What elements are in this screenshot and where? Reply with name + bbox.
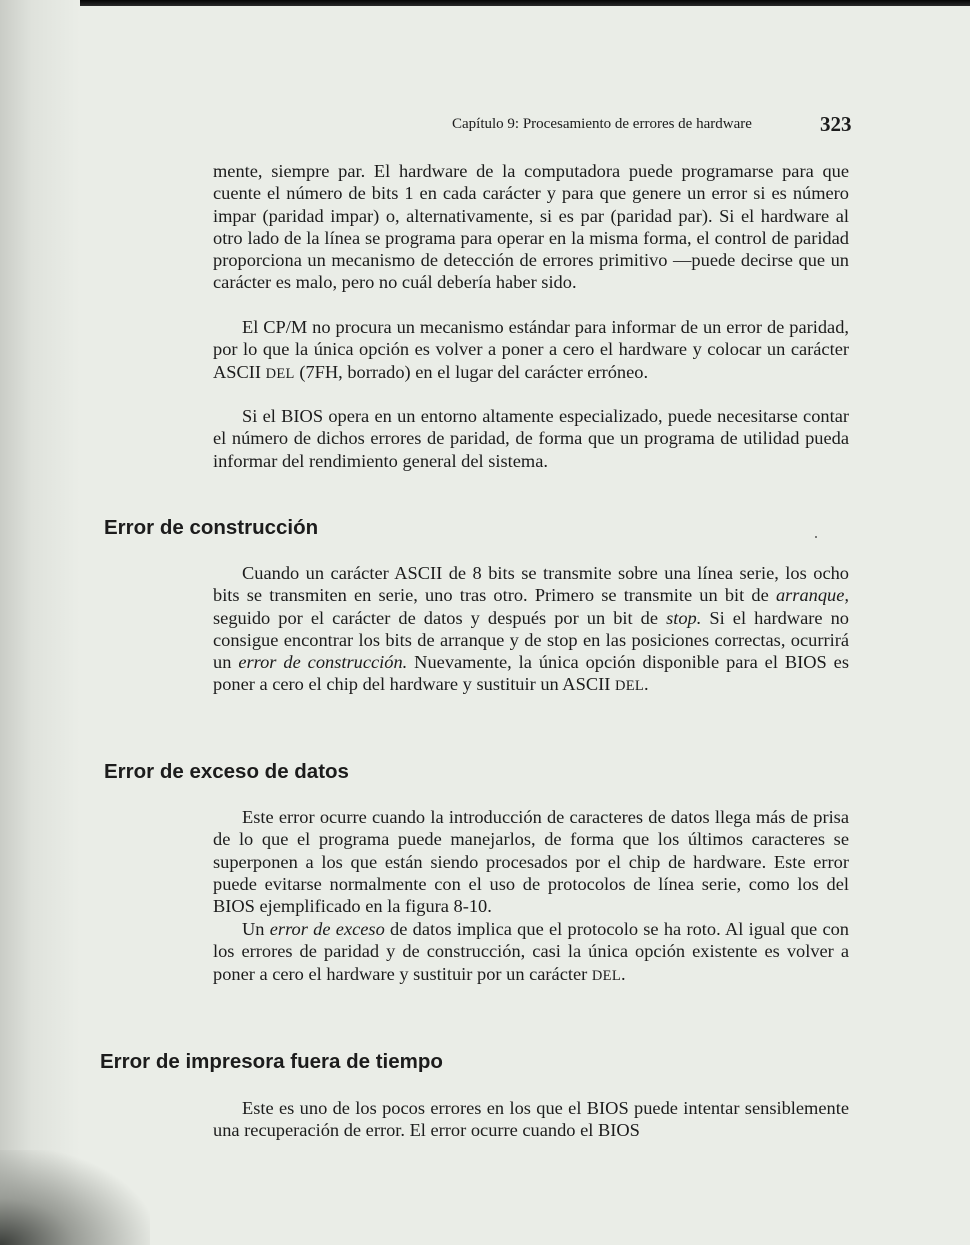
paragraph-text: Este es uno de los pocos errores en los que el BIOS puede intentar sensiblemente una recuperación de error. El error ocurre cuando el BIOS (213, 1098, 849, 1141)
paragraph-error-exceso (213, 918, 849, 987)
paragraph-text: (7FH, borrado) en el lugar del carácter erróneo. (294, 361, 649, 382)
section-heading-impresora: Error de impresora fuera de tiempo (100, 1050, 443, 1073)
paragraph-text: . (620, 963, 626, 984)
paragraph-impresora (213, 1097, 849, 1142)
paragraph-text: . (644, 674, 649, 695)
print-speck (815, 536, 817, 538)
italic-term: arranque, (775, 585, 849, 606)
italic-term: error de exceso (269, 919, 385, 939)
italic-term: error de construcción. (238, 652, 408, 673)
paragraph-text: de datos implica que el protocolo se ha roto. Al igual que con los errores de paridad y de construcción, casi la única opción existente es volver a poner a cero el hardware y sustituir por un carácter (213, 919, 850, 984)
section-heading-construccion: Error de construcción (104, 516, 319, 539)
small-caps-del: DEL (265, 365, 295, 382)
section-heading-exceso-datos: Error de exceso de datos (104, 760, 349, 783)
scan-top-edge (0, 0, 970, 6)
running-head: Capítulo 9: Procesamiento de errores de hardware (452, 116, 752, 132)
paragraph-text: mente, siempre par. El hardware de la computadora puede programarse para que cuente el número de bits 1 en cada carácter y para que genere un error si es número impar (paridad impar) o, alternativamente, si es par (paridad par). Si el hardware al otro lado de la línea se programa para operar en la misma forma, el control de paridad proporciona un mecanismo de detección de errores primitivo —puede decirse que un carácter es malo, pero no cuál debería haber sido. (213, 161, 849, 293)
paragraph-text: seguido por el carácter de datos y después por un bit de (213, 607, 667, 628)
paragraph-text: Si el BIOS opera en un entorno altamente especializado, puede necesitarse contar el número de dichos errores de paridad, de forma que un programa de utilidad pueda informar del rendimiento general del sistema. (213, 406, 849, 471)
page-header (452, 112, 852, 138)
paragraph-text: Si el hardware no consigue encontrar los bits de arranque y de stop en las posiciones correctas, ocurrirá un (213, 607, 849, 673)
small-caps-del: DEL (591, 967, 621, 984)
paragraph-construccion (213, 562, 849, 698)
paragraph-text: Nuevamente, la única opción disponible para el BIOS es poner a cero el chip del hardware y sustituir un ASCII (213, 652, 849, 695)
paragraph-exceso-datos (213, 806, 849, 917)
paragraph-cpm-parity (213, 316, 849, 385)
paragraph-text: Un (242, 919, 270, 939)
italic-term: stop. (666, 607, 702, 628)
paragraph-text: Cuando un carácter ASCII de 8 bits se transmite sobre una línea serie, los ocho bits se transmiten en serie, uno tras otro. Primero se transmite un bit de (213, 563, 849, 606)
page-number: 323 (820, 112, 852, 136)
corner-shadow (0, 1150, 150, 1245)
paragraph-bios-specialized (213, 405, 849, 472)
spine-shadow (0, 0, 80, 1245)
paragraph-parity-continued (213, 160, 849, 294)
paragraph-text: Este error ocurre cuando la introducción de caracteres de datos llega más de prisa de lo que el programa puede manejarlos, de forma que los últimos caracteres se superponen a los que están siendo procesados por el chip de hardware. Este error puede evitarse normalmente con el uso de protocolos de línea serie, como los del BIOS ejemplificado en la figura 8-10. (213, 807, 849, 917)
paragraph-text: El CP/M no procura un mecanismo estándar para informar de un error de paridad, por lo que la única opción es volver a poner a cero el hardware y colocar un carácter ASCII (213, 317, 849, 382)
small-caps-del: DEL (614, 678, 645, 695)
